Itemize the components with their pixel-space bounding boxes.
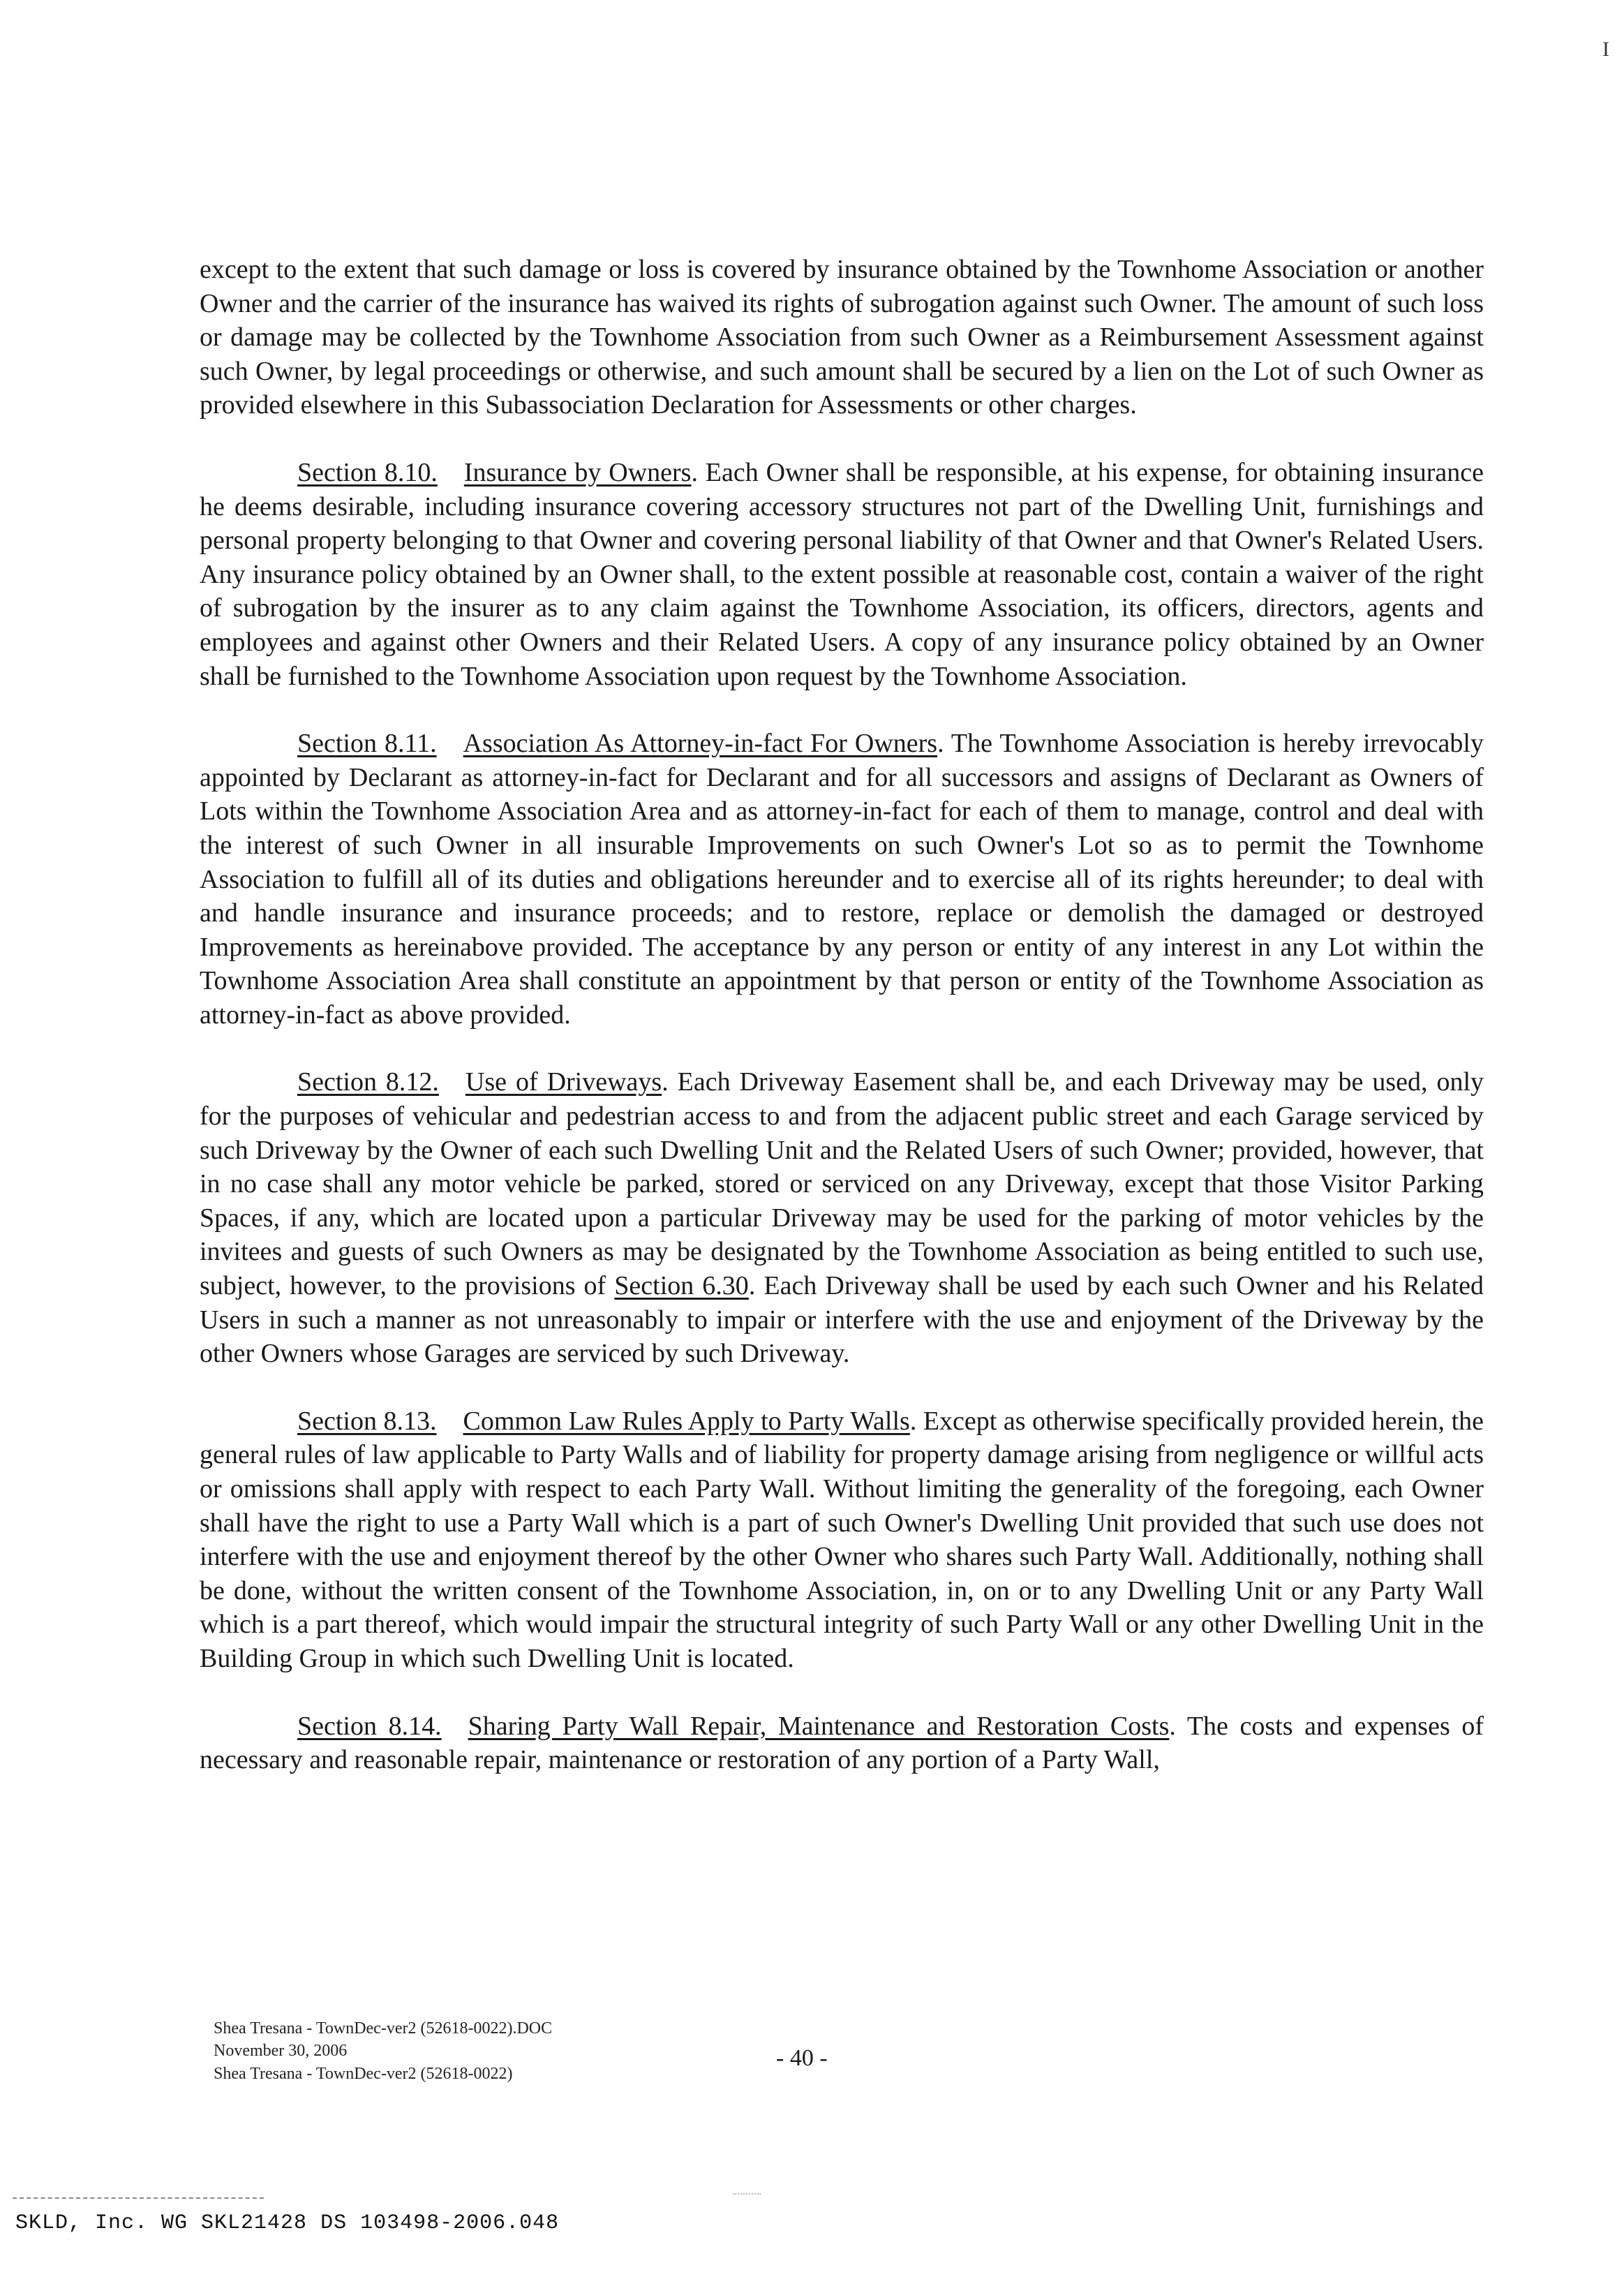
section-title: Common Law Rules Apply to Party Walls [463, 1406, 910, 1436]
section-number: Section 8.13. [297, 1406, 437, 1436]
footer-filename: Shea Tresana - TownDec-ver2 (52618-0022).DOC [214, 2019, 553, 2038]
section-body: . The costs and expenses of necessary and reasonable repair, maintenance or restoration of any portion of a Party Wall, [200, 1711, 1484, 1775]
section-title: Insurance by Owners [463, 457, 692, 487]
section-number: Section 8.14. [297, 1711, 442, 1741]
section-body: . Except as otherwise specifically provided herein, the general rules of law applicable to Party Walls and of liability for property damage arising from negligence or willful acts or omissions shall apply with respect to each Party Wall. Without limiting the generality of the foregoing, each Owner shall have the right to use a Party Wall which is a part of such Owner's Dwelling Unit provided that such use does not interfere with the use and enjoyment thereof by the other Owner who shares such Party Wall. Additionally, nothing shall be done, without the written consent of the Townhome Association, in, on or to any Dwelling Unit or any Party Wall which is a part thereof, which would impair the structural integrity of such Party Wall or any other Dwelling Unit in the Building Group in which such Dwelling Unit is located. [200, 1406, 1484, 1673]
section-body: . The Townhome Association is hereby irrevocably appointed by Declarant as attorney-in-fact for Declarant and for all successors and assigns of Declarant as Owners of Lots within the Townhome Association Area and as attorney-in-fact for each of them to manage, control and deal with the interest of such Owner in all insurable Improvements on such Owner's Lot so as to permit the Townhome Association to fulfill all of its duties and obligations hereunder and to exercise all of its rights hereunder; to deal with and handle insurance and insurance proceeds; and to restore, replace or demolish the damaged or destroyed Improvements as hereinabove provided. The acceptance by any person or entity of any interest in any Lot within the Townhome Association Area shall constitute an appointment by that person or entity of the Townhome Association as attorney-in-fact as above provided. [200, 729, 1484, 1030]
section-8-14 [200, 1709, 1484, 1777]
document-footer [214, 2017, 552, 2085]
section-body: . Each Owner shall be responsible, at his expense, for obtaining insurance he deems desirable, including insurance covering accessory structures not part of the Dwelling Unit, furnishings and personal property belonging to that Owner and covering personal liability of that Owner and that Owner's Related Users. Any insurance policy obtained by an Owner shall, to the extent possible at reasonable cost, contain a waiver of the right of subrogation by the insurer as to any claim against the Townhome Association, its officers, directors, agents and employees and against other Owners and their Related Users. A copy of any insurance policy obtained by an Owner shall be furnished to the Townhome Association upon request by the Townhome Association. [200, 457, 1484, 691]
section-title: Use of Driveways [465, 1067, 662, 1097]
section-body-continued: . Each Driveway shall be used by each such Owner and his Related Users in such a manner as not unreasonably to impair or interfere with the use and enjoyment of the Driveway by the other Owners whose Garages are serviced by such Driveway. [200, 1271, 1484, 1369]
scan-divider-tail [733, 2193, 761, 2195]
page-number: - 40 - [776, 2045, 828, 2071]
section-title: Sharing Party Wall Repair, Maintenance and Restoration Costs [468, 1711, 1170, 1741]
intro-paragraph: except to the extent that such damage or loss is covered by insurance obtained by the Townhome Association or another Owner and the carrier of the insurance has waived its rights of subrogation against such Owner. The amount of such loss or damage may be collected by the Townhome Association from such Owner as a Reimbursement Assessment against such Owner, by legal proceedings or otherwise, and such amount shall be secured by a lien on the Lot of such Owner as provided elsewhere in this Subassociation Declaration for Assessments or other charges. [200, 255, 1484, 420]
recording-stamp: SKLD, Inc. WG SKL21428 DS 103498-2006.048 [15, 2211, 560, 2235]
corner-mark: I [1602, 38, 1609, 61]
section-8-11 [200, 727, 1484, 1032]
section-cross-reference: Section 6.30 [614, 1271, 749, 1301]
scan-divider [13, 2197, 264, 2199]
section-8-12 [200, 1065, 1484, 1370]
footer-date: November 30, 2006 [214, 2042, 348, 2061]
section-number: Section 8.10. [297, 457, 438, 487]
section-number: Section 8.12. [297, 1067, 439, 1097]
document-body [200, 253, 1484, 1811]
footer-filename-secondary: Shea Tresana - TownDec-ver2 (52618-0022) [214, 2064, 513, 2083]
section-number: Section 8.11. [297, 729, 437, 759]
section-8-13 [200, 1404, 1484, 1676]
section-title: Association As Attorney-in-fact For Owners [463, 729, 938, 759]
section-body: . Each Driveway Easement shall be, and each Driveway may be used, only for the purposes of vehicular and pedestrian access to and from the adjacent public street and each Garage serviced by such Driveway by the Owner of each such Dwelling Unit and the Related Users of such Owner; provided, however, that in no case shall any motor vehicle be parked, stored or serviced on any Driveway, except that those Visitor Parking Spaces, if any, which are located upon a particular Driveway may be used for the parking of motor vehicles by the invitees and guests of such Owners as may be designated by the Townhome Association as being entitled to such use, subject, however, to the provisions of [200, 1067, 1484, 1301]
section-8-10 [200, 456, 1484, 693]
